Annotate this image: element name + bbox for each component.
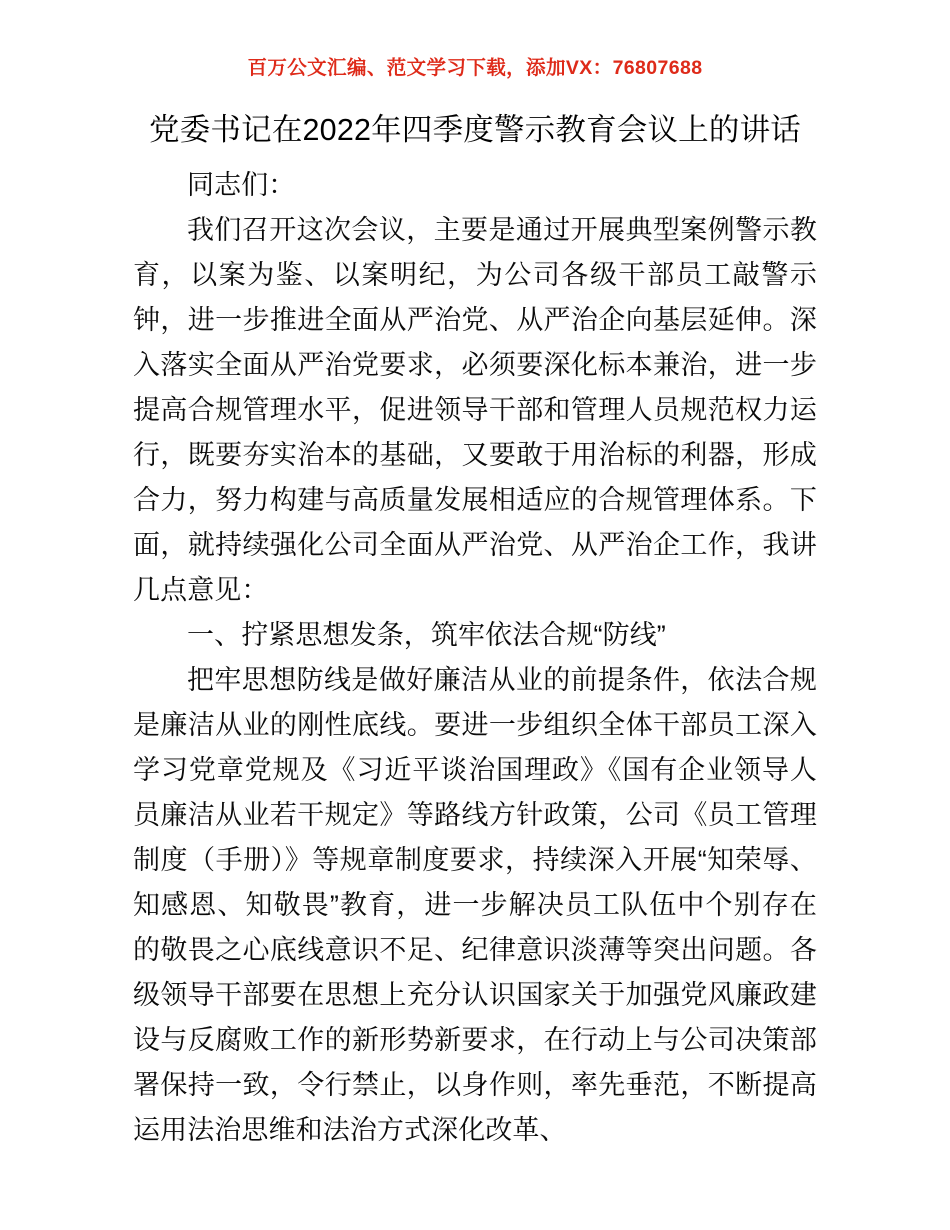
document-body (133, 108, 817, 1153)
salutation: 同志们： (187, 170, 296, 200)
paragraph-intro: 我们召开这次会议，主要是通过开展典型案例警示教育，以案为鉴、以案明纪，为公司各级干部员工敲警示钟，进一步推进全面从严治党、从严治企向基层延伸。深入落实全面从严治党要求，必须要深化标本兼治，进一步提高合规管理水平，促进领导干部和管理人员规范权力运行，既要夯实治本的基础，又要敢于用治标的利器，形成合力，努力构建与高质量发展相适应的合规管理体系。下面，就持续强化公司全面从严治党、从严治企工作，我讲几点意见： (133, 215, 817, 605)
section-1-paragraph-1: 把牢思想防线是做好廉洁从业的前提条件，依法合规是廉洁从业的刚性底线。要进一步组织全体干部员工深入学习党章党规及《习近平谈治国理政》《国有企业领导人员廉洁从业若干规定》等路线方针政策，公司《员工管理制度（手册）》等规章制度要求，持续深入开展“知荣辱、知感恩、知敬畏”教育，进一步解决员工队伍中个别存在的敬畏之心底线意识不足、纪律意识淡薄等突出问题。各级领导干部要在思想上充分认识国家关于加强党风廉政建设与反腐败工作的新形势新要求，在行动上与公司决策部署保持一致，令行禁止，以身作则，率先垂范，不断提高运用法治思维和法治方式深化改革、 (133, 665, 817, 1145)
document-title: 党委书记在2022年四季度警示教育会议上的讲话 (149, 113, 801, 147)
section-heading-1: 一、拧紧思想发条，筑牢依法合规“防线” (187, 620, 666, 650)
promo-watermark-text: 百万公文汇编、范文学习下载，添加VX：76807688 (247, 57, 703, 79)
